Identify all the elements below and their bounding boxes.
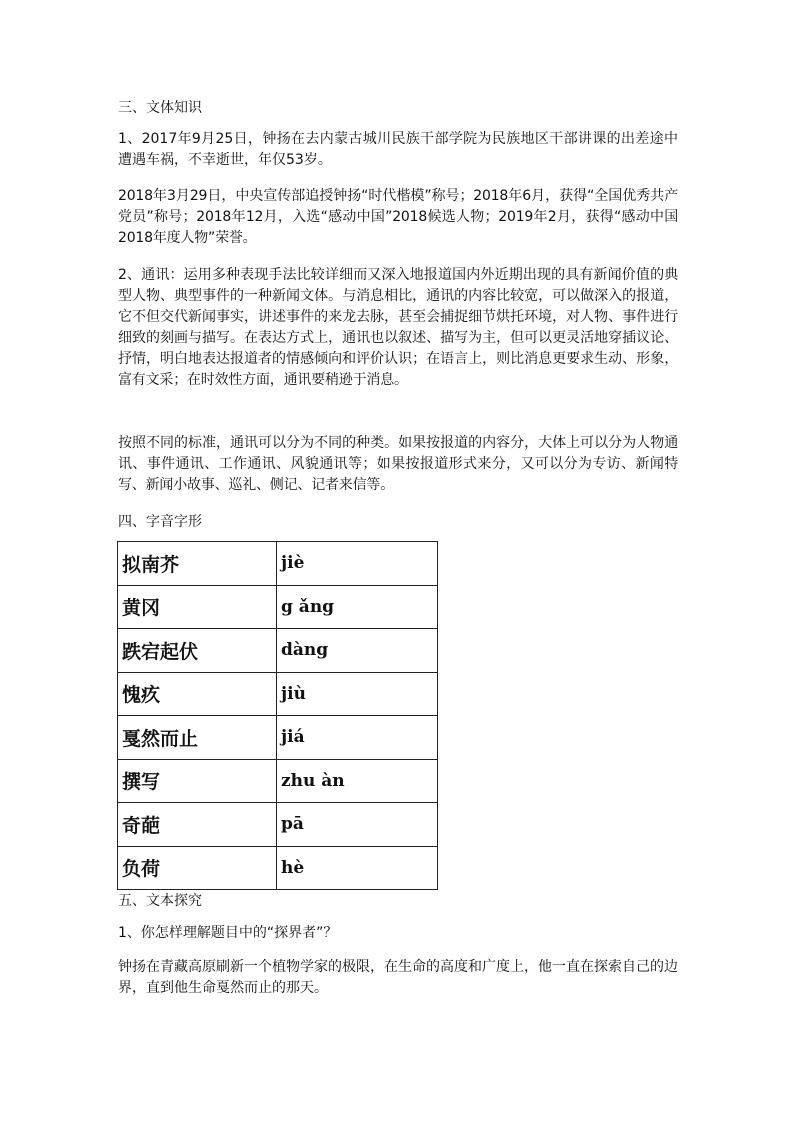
pronunciation-table xyxy=(117,541,438,890)
table-row xyxy=(118,672,438,716)
word-cell: 戛然而止 xyxy=(118,716,277,760)
answer-explorer: 钟扬在青藏高原刷新一个植物学家的极限，在生命的高度和广度上，他一直在探索自己的边界，直到他生命戛然而止的那天。 xyxy=(118,959,678,996)
pinyin-cell: dàng xyxy=(277,629,438,673)
table-row xyxy=(118,846,438,890)
pinyin-cell: jiè xyxy=(277,542,438,586)
table-row xyxy=(118,716,438,760)
table-row xyxy=(118,542,438,586)
paragraph-tongxun-types: 按照不同的标准，通讯可以分为不同的种类。如果按报道的内容分，大体上可以分为人物通讯、事件通讯、工作通讯、风貌通讯等；如果按报道形式来分，又可以分为专访、新闻特写、新闻小故事、巡礼、侧记、记者来信等。 xyxy=(118,435,678,493)
question-explorer: 1、你怎样理解题目中的“探界者”？ xyxy=(118,925,338,941)
paragraph-zhong-yang-death: 1、2017年9月25日，钟扬在去内蒙古城川民族干部学院为民族地区干部讲课的出差途中遭遇车祸，不幸逝世，年仅53岁。 xyxy=(118,131,678,168)
word-cell: 奇葩 xyxy=(118,803,277,847)
table-row xyxy=(118,585,438,629)
section-heading-text-exploration: 五、文本探究 xyxy=(118,893,202,909)
word-cell: 拟南芥 xyxy=(118,542,277,586)
pinyin-cell: zhu àn xyxy=(277,759,438,803)
word-cell: 撰写 xyxy=(118,759,277,803)
pinyin-cell: pā xyxy=(277,803,438,847)
table-row xyxy=(118,803,438,847)
word-cell: 愧疚 xyxy=(118,672,277,716)
table-row xyxy=(118,629,438,673)
pinyin-cell: hè xyxy=(277,846,438,890)
paragraph-honors: 2018年3月29日，中央宣传部追授钟扬“时代楷模”称号；2018年6月，获得“全国优秀共产党员”称号；2018年12月，入选“感动中国”2018候选人物；2019年2月，获得“感动中国2018年度人物”荣誉。 xyxy=(118,188,678,246)
pinyin-cell: g ǎng xyxy=(277,585,438,629)
section-heading-pronunciation: 四、字音字形 xyxy=(118,514,202,530)
word-cell: 黄冈 xyxy=(118,585,277,629)
section-heading-style-knowledge: 三、文体知识 xyxy=(118,100,202,116)
table-row xyxy=(118,759,438,803)
pinyin-cell: jiù xyxy=(277,672,438,716)
word-cell: 负荷 xyxy=(118,846,277,890)
pinyin-cell: jiá xyxy=(277,716,438,760)
word-cell: 跌宕起伏 xyxy=(118,629,277,673)
paragraph-tongxun-definition: 2、通讯：运用多种表现手法比较详细而又深入地报道国内外近期出现的具有新闻价值的典型人物、典型事件的一种新闻文体。与消息相比，通讯的内容比较宽，可以做深入的报道，它不但交代新闻事实，讲述事件的来龙去脉，甚至会捕捉细节烘托环境，对人物、事件进行细致的刻画与描写。在表达方式上，通讯也以叙述、描写为主，但可以更灵活地穿插议论、抒情，明白地表达报道者的情感倾向和评价认识；在语言上，则比消息更要求生动、形象，富有文采；在时效性方面，通讯要稍逊于消息。 xyxy=(118,267,678,388)
